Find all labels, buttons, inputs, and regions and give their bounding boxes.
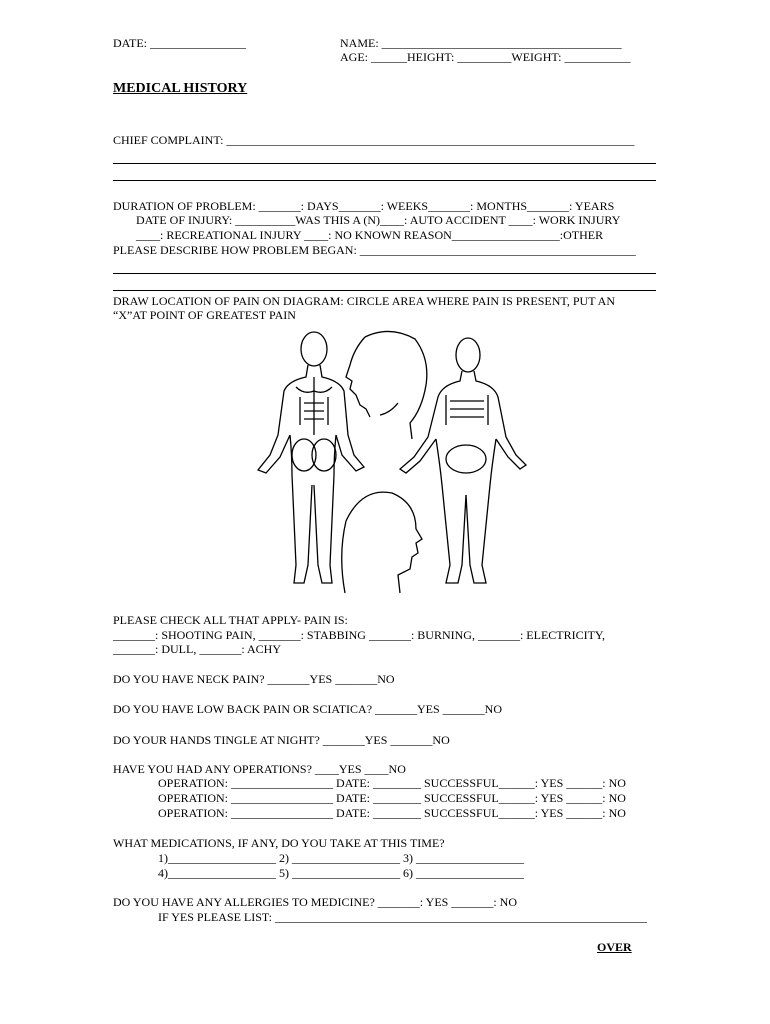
- head-profile-bottom: [342, 492, 422, 593]
- chief-complaint-field[interactable]: CHIEF COMPLAINT: ____________________________________________________________________: [113, 133, 635, 147]
- operation-row-2[interactable]: OPERATION: _________________ DATE: ________ SUCCESSFUL______: YES ______: NO: [158, 791, 626, 805]
- date-field[interactable]: DATE: ________________: [113, 36, 246, 50]
- age-height-weight-fields[interactable]: AGE: ______HEIGHT: _________WEIGHT: ___________: [340, 50, 631, 64]
- pain-type-options-1[interactable]: _______: SHOOTING PAIN, _______: STABBING _______: BURNING, _______: ELECTRICITY,: [113, 628, 606, 642]
- date-of-injury[interactable]: DATE OF INJURY: __________WAS THIS A (N)____: AUTO ACCIDENT ____: WORK INJURY: [136, 213, 621, 227]
- chief-complaint-line-3[interactable]: [113, 180, 656, 181]
- problem-began-line-3[interactable]: [113, 290, 656, 291]
- diagram-instructions: DRAW LOCATION OF PAIN ON DIAGRAM: CIRCLE AREA WHERE PAIN IS PRESENT, PUT AN: [113, 294, 615, 308]
- head-profile-top: [346, 331, 427, 439]
- allergies-question[interactable]: DO YOU HAVE ANY ALLERGIES TO MEDICINE? _______: YES _______: NO: [113, 895, 517, 909]
- neck-pain-question[interactable]: DO YOU HAVE NECK PAIN? _______YES _______NO: [113, 672, 395, 686]
- low-back-pain-question[interactable]: DO YOU HAVE LOW BACK PAIN OR SCIATICA? _______YES _______NO: [113, 702, 503, 716]
- hands-tingle-question[interactable]: DO YOUR HANDS TINGLE AT NIGHT? _______YES _______NO: [113, 733, 450, 747]
- page-title: MEDICAL HISTORY: [113, 81, 248, 96]
- medications-row-1[interactable]: 1)__________________ 2) __________________ 3) __________________: [158, 851, 524, 865]
- allergies-list-field[interactable]: IF YES PLEASE LIST: ______________________________________________________________: [158, 910, 647, 924]
- injury-type[interactable]: ____: RECREATIONAL INJURY ____: NO KNOWN REASON__________________:OTHER: [136, 228, 604, 242]
- front-view-figure: [400, 338, 526, 583]
- operation-row-3[interactable]: OPERATION: _________________ DATE: ________ SUCCESSFUL______: YES ______: NO: [158, 806, 626, 820]
- problem-began-line-2[interactable]: [113, 273, 656, 274]
- pain-type-label: PLEASE CHECK ALL THAT APPLY- PAIN IS:: [113, 613, 348, 627]
- name-field[interactable]: NAME: ________________________________________: [340, 36, 622, 50]
- medications-row-2[interactable]: 4)__________________ 5) __________________ 6) __________________: [158, 866, 524, 880]
- pain-type-options-2[interactable]: _______: DULL, _______: ACHY: [113, 642, 281, 656]
- chief-complaint-line-2[interactable]: [113, 163, 656, 164]
- medications-question: WHAT MEDICATIONS, IF ANY, DO YOU TAKE AT THIS TIME?: [113, 836, 445, 850]
- body-pain-diagram[interactable]: [230, 325, 530, 595]
- duration-of-problem[interactable]: DURATION OF PROBLEM: _______: DAYS_______: WEEKS_______: MONTHS_______: YEARS: [113, 199, 615, 213]
- operations-question[interactable]: HAVE YOU HAD ANY OPERATIONS? ____YES ____NO: [113, 762, 406, 776]
- over-label: OVER: [597, 940, 632, 954]
- problem-began-field[interactable]: PLEASE DESCRIBE HOW PROBLEM BEGAN: ______________________________________________: [113, 243, 636, 257]
- diagram-instructions-2: “X”AT POINT OF GREATEST PAIN: [113, 308, 296, 322]
- operation-row-1[interactable]: OPERATION: _________________ DATE: ________ SUCCESSFUL______: YES ______: NO: [158, 776, 626, 790]
